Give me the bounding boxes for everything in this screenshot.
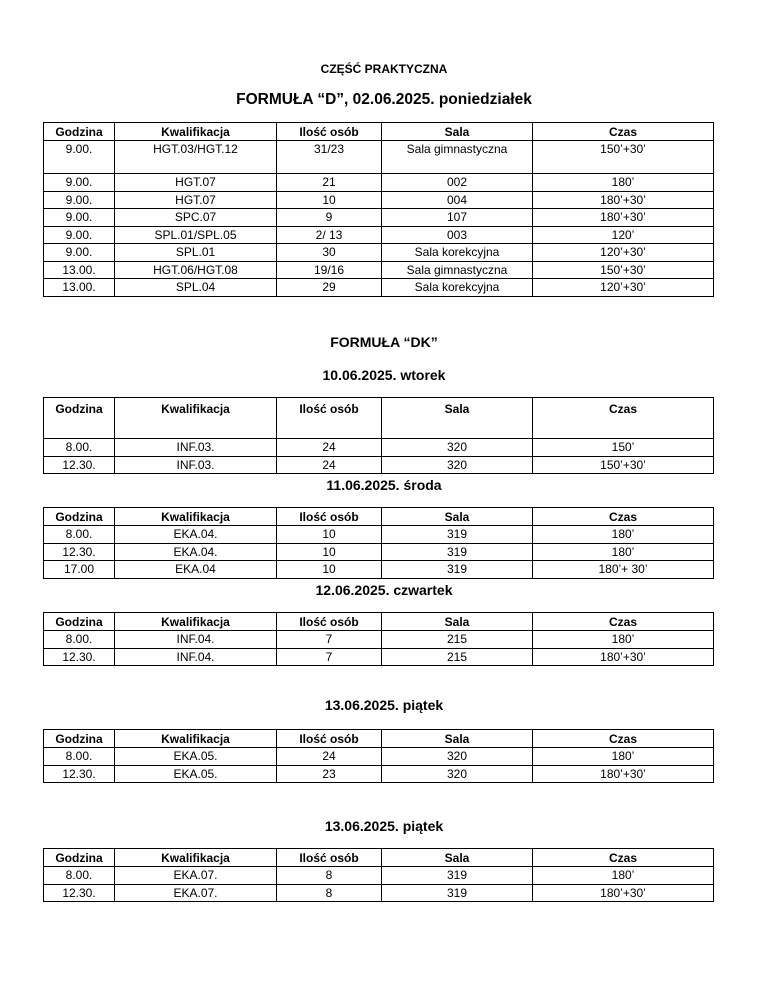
table-row bbox=[44, 261, 714, 279]
cell-sala: 319 bbox=[382, 561, 533, 579]
table-row bbox=[44, 209, 714, 227]
header-ilosc-osob: Ilość osób bbox=[277, 730, 382, 748]
table-row bbox=[44, 141, 714, 174]
cell-ilosc-osob: 10 bbox=[277, 526, 382, 544]
header-kwalifikacja: Kwalifikacja bbox=[115, 123, 277, 141]
cell-godzina: 8.00. bbox=[44, 439, 115, 457]
table-row bbox=[44, 631, 714, 649]
header-sala: Sala bbox=[382, 849, 533, 867]
header-sala: Sala bbox=[382, 613, 533, 631]
header-sala: Sala bbox=[382, 508, 533, 526]
header-godzina: Godzina bbox=[44, 123, 115, 141]
cell-kwalifikacja: INF.04. bbox=[115, 648, 277, 666]
formula-dk-title: FORMUŁA “DK” bbox=[330, 334, 438, 350]
cell-ilosc-osob: 10 bbox=[277, 561, 382, 579]
cell-ilosc-osob: 7 bbox=[277, 648, 382, 666]
cell-ilosc-osob: 30 bbox=[277, 244, 382, 262]
header-godzina: Godzina bbox=[44, 849, 115, 867]
table-row bbox=[44, 561, 714, 579]
table-header-row bbox=[44, 613, 714, 631]
cell-sala: 215 bbox=[382, 648, 533, 666]
table-row bbox=[44, 279, 714, 297]
header-ilosc-osob: Ilość osób bbox=[277, 123, 382, 141]
cell-ilosc-osob: 23 bbox=[277, 765, 382, 783]
header-kwalifikacja: Kwalifikacja bbox=[115, 398, 277, 439]
cell-ilosc-osob: 9 bbox=[277, 209, 382, 227]
cell-czas: 180’ bbox=[533, 174, 714, 192]
cell-czas: 120’ bbox=[533, 226, 714, 244]
header-sala: Sala bbox=[382, 398, 533, 439]
cell-sala: 319 bbox=[382, 526, 533, 544]
cell-godzina: 8.00. bbox=[44, 867, 115, 885]
cell-sala: 319 bbox=[382, 867, 533, 885]
header-kwalifikacja: Kwalifikacja bbox=[115, 508, 277, 526]
cell-sala: 319 bbox=[382, 884, 533, 902]
header-czas: Czas bbox=[533, 123, 714, 141]
formula-d-title: FORMUŁA “D”, 02.06.2025. poniedziałek bbox=[236, 91, 532, 108]
cell-czas: 180’+30’ bbox=[533, 884, 714, 902]
cell-ilosc-osob: 19/16 bbox=[277, 261, 382, 279]
cell-czas: 150’ bbox=[533, 439, 714, 457]
cell-kwalifikacja: INF.03. bbox=[115, 439, 277, 457]
cell-kwalifikacja: EKA.04 bbox=[115, 561, 277, 579]
cell-godzina: 12.30. bbox=[44, 456, 115, 474]
cell-ilosc-osob: 24 bbox=[277, 439, 382, 457]
cell-kwalifikacja: EKA.07. bbox=[115, 867, 277, 885]
cell-kwalifikacja: SPL.01 bbox=[115, 244, 277, 262]
cell-godzina: 9.00. bbox=[44, 191, 115, 209]
cell-godzina: 9.00. bbox=[44, 226, 115, 244]
cell-sala: Sala gimnastyczna bbox=[382, 261, 533, 279]
section-heading: CZĘŚĆ PRAKTYCZNA bbox=[320, 62, 448, 76]
table-header-row bbox=[44, 398, 714, 439]
day-title-4: 13.06.2025. piątek bbox=[324, 697, 444, 713]
cell-czas: 180’ bbox=[533, 543, 714, 561]
cell-kwalifikacja: EKA.05. bbox=[115, 748, 277, 766]
cell-ilosc-osob: 2/ 13 bbox=[277, 226, 382, 244]
day-title-3: 12.06.2025. czwartek bbox=[315, 582, 453, 598]
schedule-table-day-2 bbox=[43, 507, 714, 579]
table-row bbox=[44, 439, 714, 457]
table-row bbox=[44, 226, 714, 244]
cell-kwalifikacja: HGT.03/HGT.12 bbox=[115, 141, 277, 174]
table-row bbox=[44, 748, 714, 766]
cell-kwalifikacja: EKA.04. bbox=[115, 543, 277, 561]
cell-sala: Sala korekcyjna bbox=[382, 244, 533, 262]
cell-czas: 180’+ 30’ bbox=[533, 561, 714, 579]
header-ilosc-osob: Ilość osób bbox=[277, 849, 382, 867]
header-czas: Czas bbox=[533, 398, 714, 439]
table-row bbox=[44, 648, 714, 666]
cell-ilosc-osob: 29 bbox=[277, 279, 382, 297]
cell-sala: 320 bbox=[382, 748, 533, 766]
cell-sala: 215 bbox=[382, 631, 533, 649]
cell-ilosc-osob: 8 bbox=[277, 867, 382, 885]
cell-czas: 120’+30’ bbox=[533, 279, 714, 297]
cell-godzina: 13.00. bbox=[44, 279, 115, 297]
schedule-table-day-1 bbox=[43, 397, 714, 474]
cell-sala: Sala gimnastyczna bbox=[382, 141, 533, 174]
cell-godzina: 12.30. bbox=[44, 765, 115, 783]
cell-czas: 180’+30’ bbox=[533, 648, 714, 666]
cell-sala: 004 bbox=[382, 191, 533, 209]
cell-kwalifikacja: SPC.07 bbox=[115, 209, 277, 227]
cell-czas: 150’+30’ bbox=[533, 141, 714, 174]
table-row bbox=[44, 884, 714, 902]
cell-czas: 180’ bbox=[533, 631, 714, 649]
cell-godzina: 12.30. bbox=[44, 648, 115, 666]
table-header-row bbox=[44, 849, 714, 867]
cell-sala: Sala korekcyjna bbox=[382, 279, 533, 297]
table-header-row bbox=[44, 508, 714, 526]
header-kwalifikacja: Kwalifikacja bbox=[115, 849, 277, 867]
cell-godzina: 8.00. bbox=[44, 526, 115, 544]
cell-ilosc-osob: 24 bbox=[277, 748, 382, 766]
cell-sala: 320 bbox=[382, 765, 533, 783]
cell-kwalifikacja: EKA.07. bbox=[115, 884, 277, 902]
header-ilosc-osob: Ilość osób bbox=[277, 508, 382, 526]
cell-kwalifikacja: INF.03. bbox=[115, 456, 277, 474]
header-godzina: Godzina bbox=[44, 730, 115, 748]
table-row bbox=[44, 867, 714, 885]
cell-godzina: 9.00. bbox=[44, 174, 115, 192]
cell-sala: 107 bbox=[382, 209, 533, 227]
header-godzina: Godzina bbox=[44, 398, 115, 439]
cell-czas: 180’+30’ bbox=[533, 191, 714, 209]
cell-czas: 150’+30’ bbox=[533, 261, 714, 279]
cell-godzina: 9.00. bbox=[44, 244, 115, 262]
cell-ilosc-osob: 8 bbox=[277, 884, 382, 902]
cell-kwalifikacja: HGT.07 bbox=[115, 174, 277, 192]
header-sala: Sala bbox=[382, 730, 533, 748]
cell-godzina: 8.00. bbox=[44, 748, 115, 766]
cell-czas: 180’ bbox=[533, 867, 714, 885]
cell-czas: 150’+30’ bbox=[533, 456, 714, 474]
table-row bbox=[44, 765, 714, 783]
header-sala: Sala bbox=[382, 123, 533, 141]
day-title-1: 10.06.2025. wtorek bbox=[322, 367, 446, 383]
header-ilosc-osob: Ilość osób bbox=[277, 613, 382, 631]
table-row bbox=[44, 526, 714, 544]
header-czas: Czas bbox=[533, 849, 714, 867]
header-czas: Czas bbox=[533, 730, 714, 748]
cell-czas: 180’ bbox=[533, 526, 714, 544]
cell-godzina: 9.00. bbox=[44, 209, 115, 227]
table-row bbox=[44, 543, 714, 561]
cell-czas: 180’+30’ bbox=[533, 765, 714, 783]
cell-kwalifikacja: EKA.05. bbox=[115, 765, 277, 783]
cell-kwalifikacja: HGT.06/HGT.08 bbox=[115, 261, 277, 279]
cell-ilosc-osob: 24 bbox=[277, 456, 382, 474]
cell-sala: 003 bbox=[382, 226, 533, 244]
header-ilosc-osob: Ilość osób bbox=[277, 398, 382, 439]
cell-sala: 002 bbox=[382, 174, 533, 192]
schedule-table-day-5 bbox=[43, 848, 714, 902]
cell-kwalifikacja: INF.04. bbox=[115, 631, 277, 649]
header-czas: Czas bbox=[533, 508, 714, 526]
table-row bbox=[44, 174, 714, 192]
cell-kwalifikacja: SPL.01/SPL.05 bbox=[115, 226, 277, 244]
day-title-5: 13.06.2025. piątek bbox=[324, 818, 444, 834]
cell-sala: 320 bbox=[382, 456, 533, 474]
schedule-table-day-4 bbox=[43, 729, 714, 783]
cell-ilosc-osob: 10 bbox=[277, 191, 382, 209]
cell-ilosc-osob: 21 bbox=[277, 174, 382, 192]
cell-czas: 120’+30’ bbox=[533, 244, 714, 262]
day-title-2: 11.06.2025. środa bbox=[326, 477, 442, 493]
cell-czas: 180’ bbox=[533, 748, 714, 766]
header-kwalifikacja: Kwalifikacja bbox=[115, 613, 277, 631]
cell-sala: 319 bbox=[382, 543, 533, 561]
header-kwalifikacja: Kwalifikacja bbox=[115, 730, 277, 748]
header-godzina: Godzina bbox=[44, 508, 115, 526]
cell-godzina: 9.00. bbox=[44, 141, 115, 174]
cell-kwalifikacja: EKA.04. bbox=[115, 526, 277, 544]
cell-kwalifikacja: HGT.07 bbox=[115, 191, 277, 209]
table-row bbox=[44, 244, 714, 262]
table-row bbox=[44, 456, 714, 474]
cell-godzina: 13.00. bbox=[44, 261, 115, 279]
cell-kwalifikacja: SPL.04 bbox=[115, 279, 277, 297]
table-row bbox=[44, 191, 714, 209]
cell-godzina: 12.30. bbox=[44, 884, 115, 902]
table-header-row bbox=[44, 730, 714, 748]
cell-sala: 320 bbox=[382, 439, 533, 457]
cell-ilosc-osob: 10 bbox=[277, 543, 382, 561]
cell-godzina: 17.00 bbox=[44, 561, 115, 579]
schedule-table-day-3 bbox=[43, 612, 714, 666]
table-header-row bbox=[44, 123, 714, 141]
cell-godzina: 12.30. bbox=[44, 543, 115, 561]
cell-ilosc-osob: 31/23 bbox=[277, 141, 382, 174]
cell-czas: 180’+30’ bbox=[533, 209, 714, 227]
header-czas: Czas bbox=[533, 613, 714, 631]
cell-godzina: 8.00. bbox=[44, 631, 115, 649]
cell-ilosc-osob: 7 bbox=[277, 631, 382, 649]
header-godzina: Godzina bbox=[44, 613, 115, 631]
schedule-table-formula-d bbox=[43, 122, 714, 297]
